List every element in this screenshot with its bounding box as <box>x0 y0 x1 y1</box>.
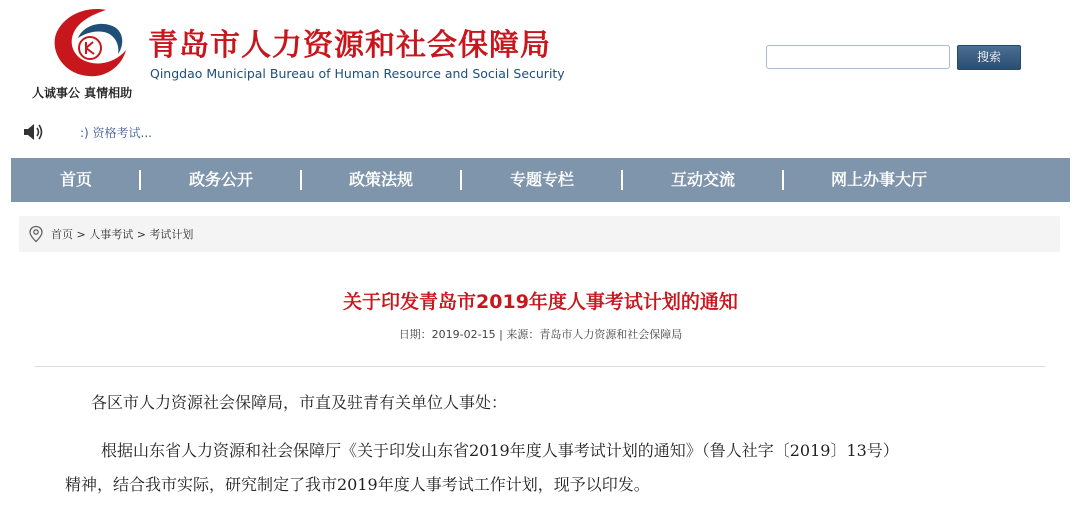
article-paragraph: 各区市人力资源社会保障局，市直及驻青有关单位人事处： <box>91 393 508 412</box>
bureau-logo-icon[interactable] <box>48 4 132 82</box>
notice-text[interactable]: :) 资格考试... <box>80 126 152 140</box>
site-title[interactable]: 青岛市人力资源和社会保障局 <box>148 28 551 63</box>
nav-item-policies[interactable]: 政策法规 <box>349 170 414 189</box>
article-title: 关于印发青岛市2019年度人事考试计划的通知 <box>343 291 738 313</box>
main-nav <box>11 158 1070 202</box>
divider <box>35 366 1045 367</box>
site-slogan: 人诚事公 真情相助 <box>32 86 133 100</box>
article-paragraph: 精神，结合我市实际，研究制定了我市2019年度人事考试工作计划，现予以印发。 <box>65 475 650 494</box>
nav-item-online-service-hall[interactable]: 网上办事大厅 <box>831 170 928 189</box>
breadcrumb <box>19 216 1060 252</box>
search-button[interactable]: 搜索 <box>957 45 1021 70</box>
breadcrumb-path[interactable]: 首页 > 人事考试 > 考试计划 <box>51 228 194 241</box>
article-meta: 日期：2019-02-15 | 来源：青岛市人力资源和社会保障局 <box>398 328 683 341</box>
main-content <box>11 202 1070 516</box>
site-subtitle: Qingdao Municipal Bureau of Human Resource and Social Security <box>150 66 565 81</box>
nav-item-government-affairs[interactable]: 政务公开 <box>189 170 254 189</box>
speaker-icon <box>22 121 44 143</box>
nav-separator <box>139 170 141 190</box>
nav-separator <box>621 170 623 190</box>
location-icon <box>27 225 45 243</box>
search-input[interactable] <box>766 45 950 69</box>
nav-item-special-topics[interactable]: 专题专栏 <box>510 170 575 189</box>
site-header <box>0 0 1080 110</box>
nav-item-home[interactable]: 首页 <box>60 170 93 189</box>
nav-separator <box>460 170 462 190</box>
nav-item-interaction[interactable]: 互动交流 <box>671 170 736 189</box>
article-paragraph: 根据山东省人力资源和社会保障厅《关于印发山东省2019年度人事考试计划的通知》（鲁人社字〔2019〕13号） <box>101 441 899 460</box>
nav-separator <box>782 170 784 190</box>
nav-separator <box>300 170 302 190</box>
